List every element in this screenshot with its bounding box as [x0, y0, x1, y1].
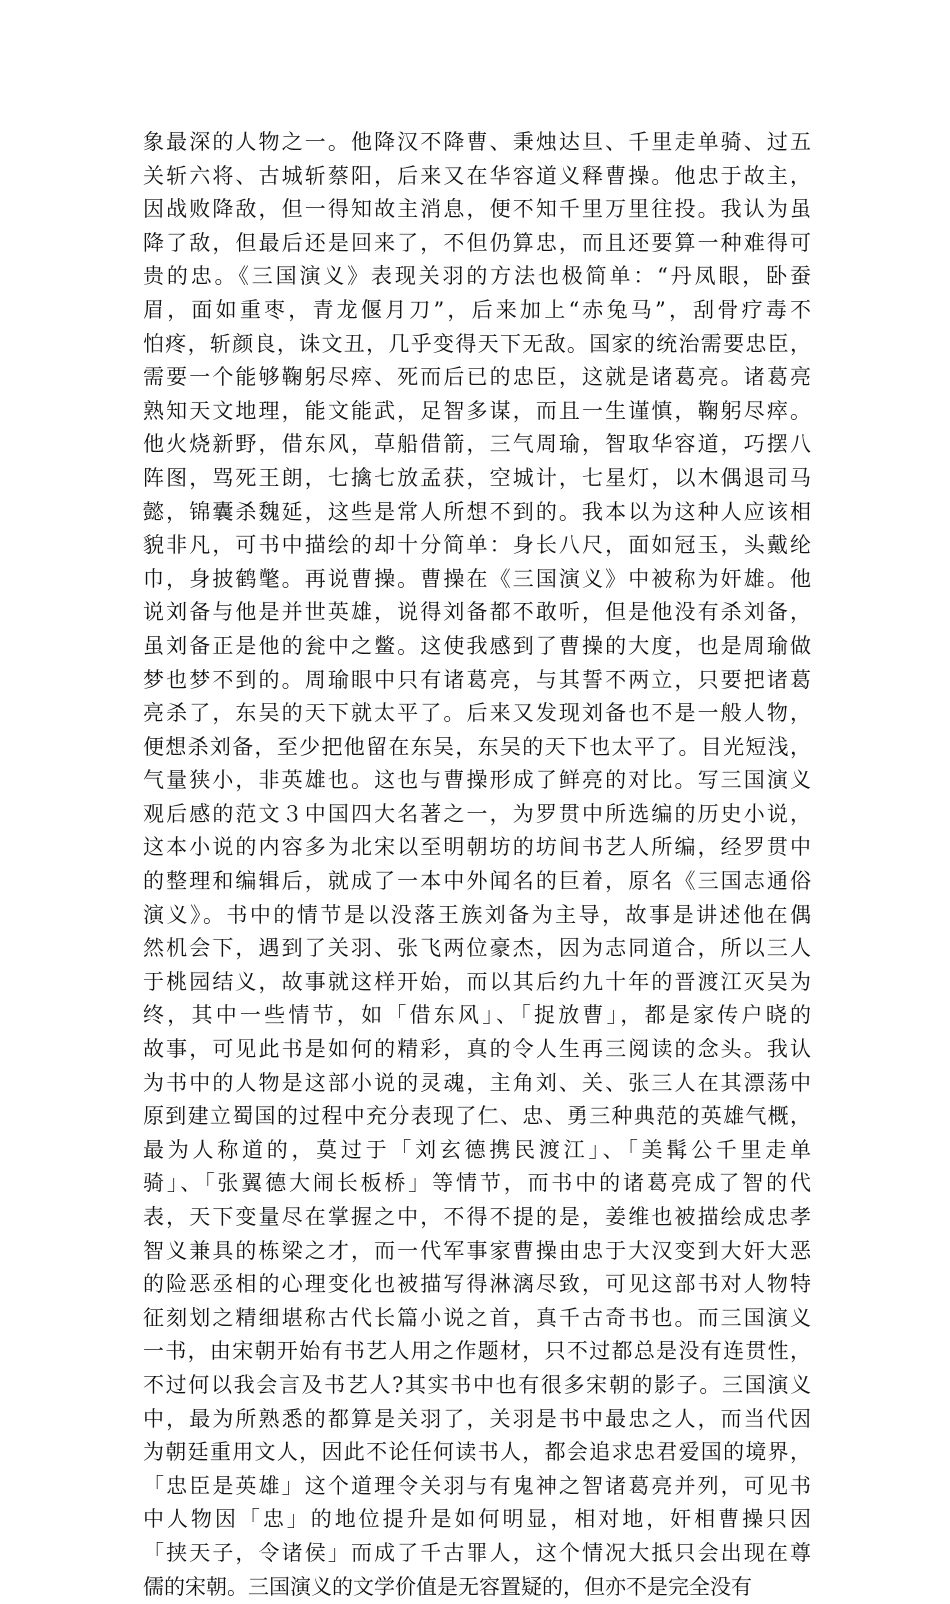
text-line: 因战败降敌，但一得知故主消息，便不知千里万里往投。我认为虽: [143, 197, 811, 222]
text-line: 这本小说的内容多为北宋以至明朝坊的坊间书艺人所编，经罗贯中: [143, 835, 811, 860]
text-line: 虽刘备正是他的瓮中之鳖。这使我感到了曹操的大度，也是周瑜做: [143, 633, 811, 658]
text-line: 熟知天文地理，能文能武，足智多谋，而且一生谨慎，鞠躬尽瘁。: [143, 398, 811, 423]
text-line: 智义兼具的栋梁之才，而一代军事家曹操由忠于大汉变到大奸大恶: [143, 1238, 811, 1263]
text-line: 一书，由宋朝开始有书艺人用之作题材，只不过都总是没有连贯性，: [143, 1339, 811, 1364]
text-line: 貌非凡，可书中描绘的却十分简单：身长八尺，面如冠玉，头戴纶: [143, 533, 811, 558]
text-line: 梦也梦不到的。周瑜眼中只有诸葛亮，与其誓不两立，只要把诸葛: [143, 667, 811, 692]
text-line: 表，天下变量尽在掌握之中，不得不提的是，姜维也被描绘成忠孝: [143, 1205, 811, 1229]
text-line: 最为人称道的，莫过于「刘玄德携民渡江」、「美髯公千里走单: [143, 1137, 811, 1162]
text-line: 的险恶丞相的心理变化也被描写得淋漓尽致，可见这部书对人物特: [143, 1272, 811, 1297]
text-line: 骑」、「张翼德大闹长板桥」等情节，而书中的诸葛亮成了智的代: [143, 1171, 811, 1196]
text-line: 需要一个能够鞠躬尽瘁、死而后已的忠臣，这就是诸葛亮。诸葛亮: [143, 365, 811, 390]
text-line: 终，其中一些情节，如「借东风」、「捉放曹」，都是家传户晓的: [143, 1003, 811, 1028]
text-line: 的整理和编辑后，就成了一本中外闻名的巨着，原名《三国志通俗: [143, 869, 811, 894]
text-line: 中，最为所熟悉的都算是关羽了，关羽是书中最忠之人，而当代因: [143, 1406, 811, 1431]
text-line: 说刘备与他是并世英雄，说得刘备都不敢听，但是他没有杀刘备，: [143, 600, 811, 625]
text-line: 便想杀刘备，至少把他留在东吴，东吴的天下也太平了。目光短浅，: [143, 734, 811, 759]
text-line: 中人物因「忠」的地位提升是如何明显，相对地，奸相曹操只因: [143, 1507, 811, 1532]
text-line: 降了敌，但最后还是回来了，不但仍算忠，而且还要算一种难得可: [143, 230, 811, 255]
text-line: 于桃园结义，故事就这样开始，而以其后约九十年的晋渡江灭吴为: [143, 969, 811, 994]
text-line: 故事，可见此书是如何的精彩，真的令人生再三阅读的念头。我认: [143, 1037, 811, 1062]
text-line: 观后感的范文３中国四大名著之一，为罗贯中所选编的历史小说，: [143, 801, 811, 826]
text-line: 演义》。书中的情节是以没落王族刘备为主导，故事是讲述他在偶: [143, 902, 811, 927]
text-line: 阵图，骂死王朗，七擒七放孟获，空城计，七星灯，以木偶退司马: [143, 465, 811, 490]
text-line: 气量狭小，非英雄也。这也与曹操形成了鲜亮的对比。写三国演义: [143, 768, 811, 793]
text-line: 巾，身披鹤氅。再说曹操。曹操在《三国演义》中被称为奸雄。他: [143, 566, 811, 591]
text-line: 征刻划之精细堪称古代长篇小说之首，真千古奇书也。而三国演义: [143, 1305, 811, 1330]
text-line: 贵的忠。《三国演义》表现关羽的方法也极简单：“丹凤眼，卧蚕: [143, 264, 811, 289]
text-line: 「挟天子，令诸侯」而成了千古罪人，这个情况大抵只会出现在尊: [143, 1540, 811, 1565]
text-line: 然机会下，遇到了关羽、张飞两位豪杰，因为志同道合，所以三人: [143, 936, 811, 961]
text-line: 「忠臣是英雄」这个道理令关羽与有鬼神之智诸葛亮并列，可见书: [143, 1473, 811, 1498]
text-line: 原到建立蜀国的过程中充分表现了仁、忠、勇三种典范的英雄气概，: [143, 1104, 811, 1129]
text-line: 他火烧新野，借东风，草船借箭，三气周瑜，智取华容道，巧摆八: [143, 432, 811, 457]
text-line: 儒的宋朝。三国演义的文学价值是无容置疑的，但亦不是完全没有: [143, 1574, 752, 1599]
text-line: 不过何以我会言及书艺人?其实书中也有很多宋朝的影子。三国演义: [143, 1372, 811, 1397]
text-line: 怕疼，斩颜良，诛文丑，几乎变得天下无敌。国家的统治需要忠臣，: [143, 331, 811, 356]
text-line: 象最深的人物之一。他降汉不降曹、秉烛达旦、千里走单骑、过五: [143, 130, 811, 154]
text-line: 亮杀了，东吴的天下就太平了。后来又发现刘备也不是一般人物，: [143, 701, 811, 726]
body-text: [143, 126, 811, 1604]
text-line: 为朝廷重用文人，因此不论任何读书人，都会追求忠君爱国的境界，: [143, 1440, 811, 1465]
text-line: 为书中的人物是这部小说的灵魂，主角刘、关、张三人在其漂荡中: [143, 1070, 811, 1095]
text-line: 关斩六将、古城斩蔡阳，后来又在华容道义释曹操。他忠于故主，: [143, 163, 811, 188]
text-line: 眉，面如重枣，青龙偃月刀”，后来加上“赤兔马”，刮骨疗毒不: [143, 297, 811, 322]
text-line: 懿，锦囊杀魏延，这些是常人所想不到的。我本以为这种人应该相: [143, 499, 811, 524]
